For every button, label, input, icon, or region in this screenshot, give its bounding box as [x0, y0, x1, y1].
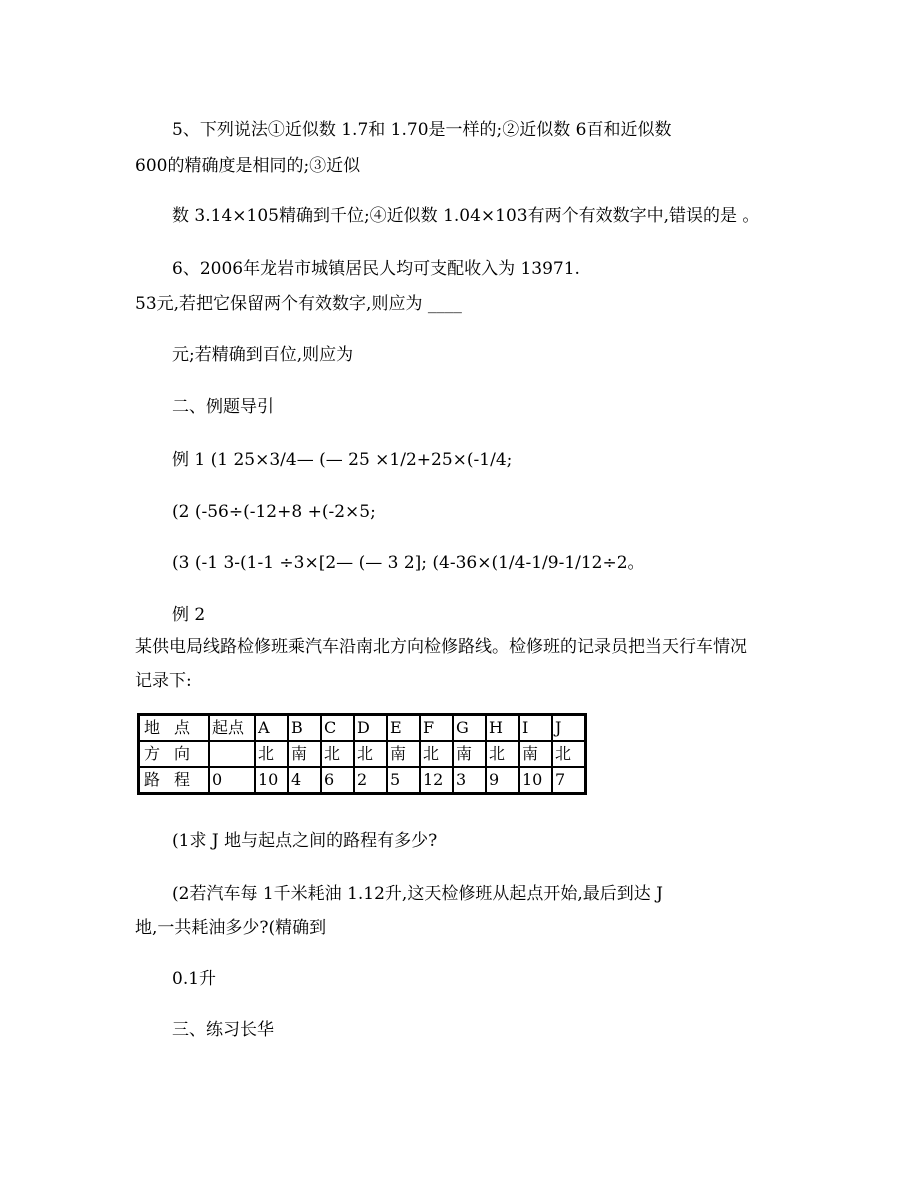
table-cell: 北 — [420, 741, 453, 767]
question-6-line-2: 53元,若把它保留两个有效数字,则应为 ____ — [135, 294, 462, 314]
table-cell: 3 — [453, 767, 486, 794]
table-cell: 2 — [354, 767, 387, 794]
table-cell: D — [354, 715, 387, 742]
table-cell: 10 — [519, 767, 552, 794]
table-cell: 4 — [288, 767, 321, 794]
table-cell: A — [255, 715, 288, 742]
example-2-question-2-line-1: (2若汽车每 1千米耗油 1.12升,这天检修班从起点开始,最后到达 J — [172, 884, 663, 904]
example-1-part-1: 例 1 (1 25×3/4— (— 25 ×1/2+25×(-1/4; — [172, 450, 513, 470]
table-cell: 5 — [387, 767, 420, 794]
table-cell: E — [387, 715, 420, 742]
table-cell: B — [288, 715, 321, 742]
table-cell: 6 — [321, 767, 354, 794]
table-cell: 9 — [486, 767, 519, 794]
table-cell: 北 — [552, 741, 586, 767]
question-5-line-2: 600的精确度是相同的;③近似 — [135, 156, 361, 176]
table-cell: J — [552, 715, 586, 742]
table-cell: 路程 — [139, 767, 210, 794]
table-cell: 北 — [354, 741, 387, 767]
example-1-part-3-4: (3 (-1 3-(1-1 ÷3×[2— (— 3 2]; (4-36×(1/4-1/9-1/12÷2。 — [172, 553, 645, 573]
table-cell: F — [420, 715, 453, 742]
table-cell: H — [486, 715, 519, 742]
table-cell: 南 — [387, 741, 420, 767]
example-2-question-2-line-2: 地,一共耗油多少?(精确到 — [135, 918, 327, 938]
table-cell: 10 — [255, 767, 288, 794]
question-5-line-1: 5、下列说法①近似数 1.7和 1.70是一样的;②近似数 6百和近似数 — [172, 120, 672, 140]
example-2-text-1: 某供电局线路检修班乘汽车沿南北方向检修路线。检修班的记录员把当天行车情况 — [135, 637, 747, 657]
table-cell: 起点 — [209, 715, 255, 742]
table-row — [139, 715, 586, 742]
table-cell: 0 — [209, 767, 255, 794]
table-cell: 方向 — [139, 741, 210, 767]
table-row — [139, 741, 586, 767]
section-heading-examples: 二、例题导引 — [172, 397, 274, 417]
table-cell: G — [453, 715, 486, 742]
table-cell: 南 — [288, 741, 321, 767]
table-cell: 北 — [486, 741, 519, 767]
table-cell: 南 — [519, 741, 552, 767]
table-cell — [209, 741, 255, 767]
question-6-line-1: 6、2006年龙岩市城镇居民人均可支配收入为 13971. — [172, 259, 580, 279]
question-5-line-3: 数 3.14×105精确到千位;④近似数 1.04×103有两个有效数字中,错误的是 。 — [172, 206, 760, 226]
table-cell: I — [519, 715, 552, 742]
section-heading-practice: 三、练习长华 — [172, 1020, 274, 1040]
example-2-heading: 例 2 — [172, 605, 206, 625]
table-cell: 南 — [453, 741, 486, 767]
table-cell: 12 — [420, 767, 453, 794]
route-record-table — [137, 713, 587, 795]
example-2-text-2: 记录下: — [135, 671, 192, 691]
example-2-question-2-line-3: 0.1升 — [172, 969, 217, 989]
question-6-line-3: 元;若精确到百位,则应为 — [172, 345, 354, 365]
example-2-question-1: (1求 J 地与起点之间的路程有多少? — [172, 831, 438, 851]
example-1-part-2: (2 (-56÷(-12+8 +(-2×5; — [172, 502, 376, 522]
table-cell: C — [321, 715, 354, 742]
table-cell: 地点 — [139, 715, 210, 742]
table-row — [139, 767, 586, 794]
table-cell: 北 — [321, 741, 354, 767]
table-cell: 北 — [255, 741, 288, 767]
table-cell: 7 — [552, 767, 586, 794]
